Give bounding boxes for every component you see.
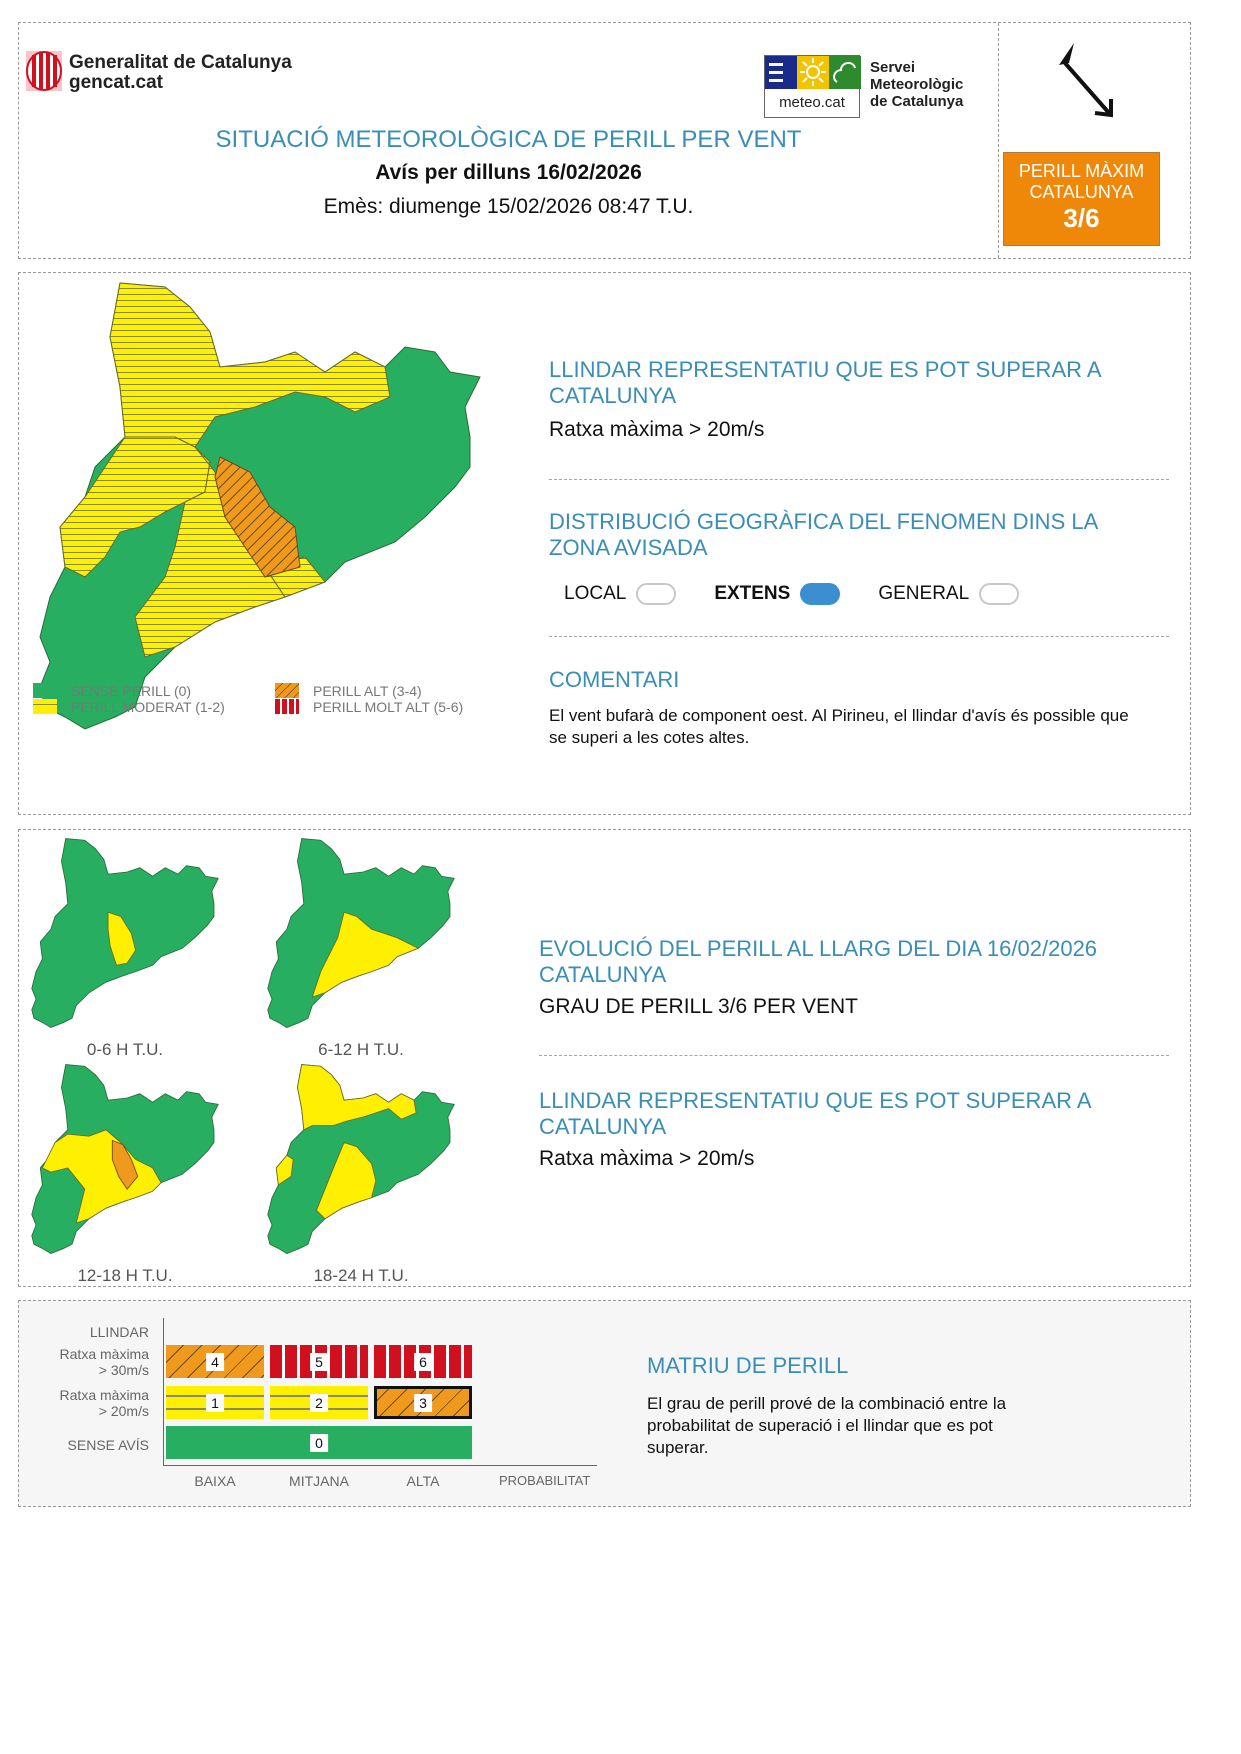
period-label: 6-12 H T.U.: [318, 1040, 404, 1059]
option-local-label: LOCAL: [564, 583, 627, 604]
x-label-mitjana: MITJANA: [289, 1473, 349, 1489]
row-label-none: SENSE AVÍS: [67, 1437, 149, 1453]
matrix-cell-0: 0: [166, 1426, 472, 1459]
matrix-cell-1: 1: [166, 1386, 264, 1419]
matrix-heading: MATRIU DE PERILL: [647, 1353, 849, 1378]
wind-lines-icon: [765, 56, 797, 89]
max-danger-badge: PERILL MÀXIM CATALUNYA 3/6: [1003, 152, 1160, 246]
evolution-panel: [18, 829, 1191, 1287]
arrow-southeast-icon: [1049, 43, 1129, 123]
matrix-cell-2: 2: [270, 1386, 368, 1419]
gencat-brand: [69, 53, 292, 93]
legend-swatch-yellow: [33, 699, 57, 714]
threshold-value: Ratxa màxima > 20m/s: [549, 418, 765, 441]
gencat-name: Generalitat de Catalunya: [69, 52, 292, 73]
matrix-y-title: LLINDAR: [89, 1324, 149, 1340]
cloud-icon: [829, 56, 861, 89]
period-label: 12-18 H T.U.: [77, 1266, 173, 1285]
mini-map-6-12: [261, 836, 461, 1036]
meteo-cat-label: meteo.cat: [779, 94, 845, 111]
row-label-20: Ratxa màxima > 20m/s: [59, 1387, 149, 1419]
warning-date: Avís per dilluns 16/02/2026: [375, 161, 642, 184]
gencat-logo-icon: [26, 51, 62, 91]
matrix-cell-4: 4: [166, 1345, 264, 1378]
divider: [539, 1055, 1169, 1056]
x-axis: [163, 1465, 597, 1466]
option-general-toggle[interactable]: [979, 583, 1019, 605]
distribution-heading: DISTRIBUCIÓ GEOGRÀFICA DEL FENOMEN DINS LA ZONA AVISADA: [549, 509, 1098, 560]
matrix-description: El grau de perill prové de la combinació entre la probabilitat de superació i el llindar que es pot superar.: [647, 1394, 1007, 1457]
legend-swatch-green: [33, 683, 57, 698]
header-panel: [18, 22, 1191, 259]
mini-map-18-24: [261, 1062, 461, 1262]
divider: [549, 636, 1169, 637]
max-danger-value: 3/6: [1063, 203, 1100, 233]
evolution-heading: EVOLUCIÓ DEL PERILL AL LLARG DEL DIA 16/02/2026 CATALUNYA: [539, 936, 1098, 987]
summary-panel: [18, 272, 1191, 815]
issued-timestamp: Emès: diumenge 15/02/2026 08:47 T.U.: [323, 195, 694, 218]
header-divider: [998, 23, 999, 258]
map-legend: SENSE PERILL (0) PERILL MODERAT (1-2) PERILL ALT (3-4) PERILL MOLT ALT (5-6): [33, 683, 493, 723]
x-label-alta: ALTA: [406, 1473, 440, 1489]
danger-matrix-panel: [18, 1300, 1191, 1507]
divider: [549, 479, 1169, 480]
row-label-30: Ratxa màxima > 30m/s: [59, 1346, 149, 1378]
mini-map-12-18: [25, 1062, 225, 1262]
catalonia-danger-map: [25, 277, 495, 749]
legend-swatch-red: [275, 699, 299, 714]
meteo-cat-logo: [764, 55, 860, 118]
comment-heading: COMENTARI: [549, 667, 680, 692]
smc-name: Servei Meteorològic de Catalunya: [870, 59, 964, 110]
sun-icon: [797, 56, 829, 89]
period-label: 18-24 H T.U.: [313, 1266, 409, 1285]
x-label-baixa: BAIXA: [194, 1473, 236, 1489]
option-extens-label: EXTENS: [714, 583, 791, 604]
mini-map-0-6: [25, 836, 225, 1036]
gencat-url[interactable]: gencat.cat: [69, 72, 163, 93]
legend-swatch-orange: [275, 683, 299, 698]
distribution-options: [564, 583, 1019, 605]
matrix-cell-5: 5: [270, 1345, 368, 1378]
matrix-cell-6: 6: [374, 1345, 472, 1378]
danger-grade: GRAU DE PERILL 3/6 PER VENT: [539, 995, 858, 1018]
period-label: 0-6 H T.U.: [86, 1040, 164, 1059]
comment-text: El vent bufarà de component oest. Al Pirineu, el llindar d'avís és possible que se superi a les cotes altes.: [549, 706, 1129, 747]
threshold-value: Ratxa màxima > 20m/s: [539, 1147, 755, 1170]
x-axis-title: PROBABILITAT: [499, 1473, 591, 1488]
y-axis: [163, 1318, 164, 1466]
option-general-label: GENERAL: [878, 583, 970, 604]
option-local-toggle[interactable]: [636, 583, 676, 605]
matrix-cell-3-selected: 3: [374, 1386, 472, 1419]
page-title: SITUACIÓ METEOROLÒGICA DE PERILL PER VENT: [215, 126, 802, 153]
threshold-heading: LLINDAR REPRESENTATIU QUE ES POT SUPERAR A CATALUNYA: [549, 357, 1101, 408]
threshold-heading: LLINDAR REPRESENTATIU QUE ES POT SUPERAR A CATALUNYA: [539, 1088, 1091, 1139]
option-extens-toggle[interactable]: [800, 583, 840, 605]
